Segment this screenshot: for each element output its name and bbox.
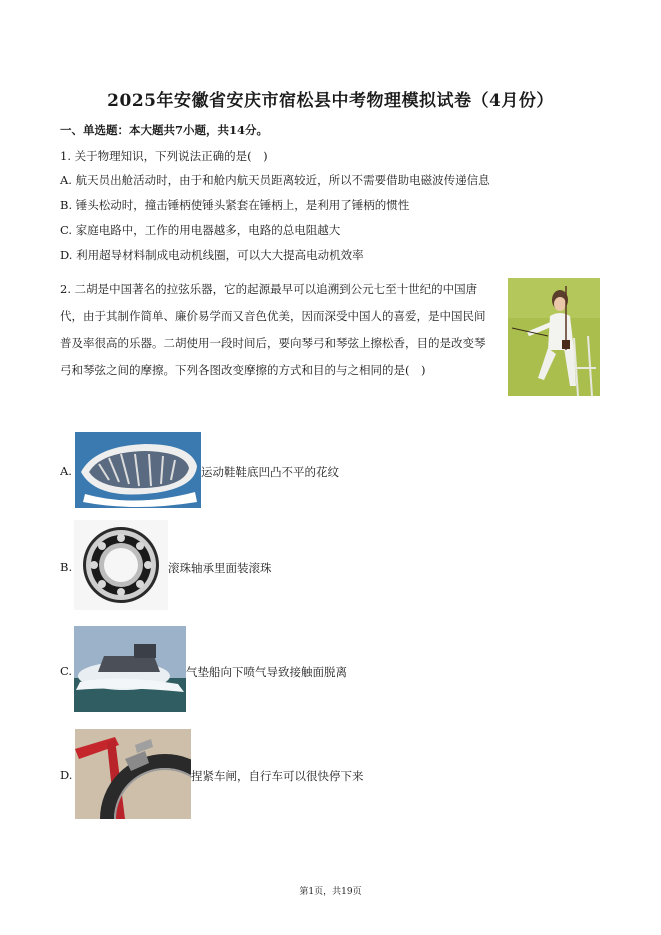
page-title: 2025年安徽省安庆市宿松县中考物理模拟试卷（4月份） [107,91,554,111]
q2-option-b-text: 滚珠轴承里面装滚珠 [168,561,272,575]
q1-option-a: A. 航天员出舱活动时，由于和舱内航天员距离较近，所以不需要借助电磁波传递信息 [60,173,490,187]
q2-option-c-label: C. [60,664,73,678]
q2-option-b-label: B. [60,560,73,574]
q1-option-b: B. 锤头松动时，撞击锤柄使锤头紧套在锤柄上，是利用了锤柄的惯性 [60,198,410,212]
q2-option-a-text: 运动鞋鞋底凹凸不平的花纹 [201,465,339,479]
q1-option-c: C. 家庭电路中，工作的用电器越多，电路的总电阻越大 [60,223,341,237]
ball-bearing-photo [74,520,168,610]
bicycle-brake-photo [75,729,191,819]
sneaker-sole-photo [75,432,201,508]
q2-option-a-label: A. [60,464,72,478]
q2-stem: 2. 二胡是中国著名的拉弦乐器，它的起源最早可以追溯到公元七至十世纪的中国唐代，由于其制作简单、廉价易学而又音色优美，因而深受中国人的喜爱，是中国民间普及率很高的乐器。二胡使用一段时间后，要向琴弓和琴弦上擦松香，目的是改变琴弓和琴弦之间的摩擦。下列各图改变摩擦的方式和目的与之相同的是( ) [60,282,486,377]
q1-stem: 1. 关于物理知识，下列说法正确的是( ) [60,149,268,163]
q2-option-c-text: 气垫船向下喷气导致接触面脱离 [186,665,347,679]
section-heading: 一、单选题：本大题共7小题，共14分。 [60,123,269,137]
q2-option-d-text: 捏紧车闸，自行车可以很快停下来 [191,769,364,783]
q2-option-d-label: D. [60,768,73,782]
page-footer: 第1页，共19页 [299,887,362,897]
q1-option-d: D. 利用超导材料制成电动机线圈，可以大大提高电动机效率 [60,248,364,262]
hovercraft-photo [74,626,186,712]
erhu-player-photo [508,278,600,396]
